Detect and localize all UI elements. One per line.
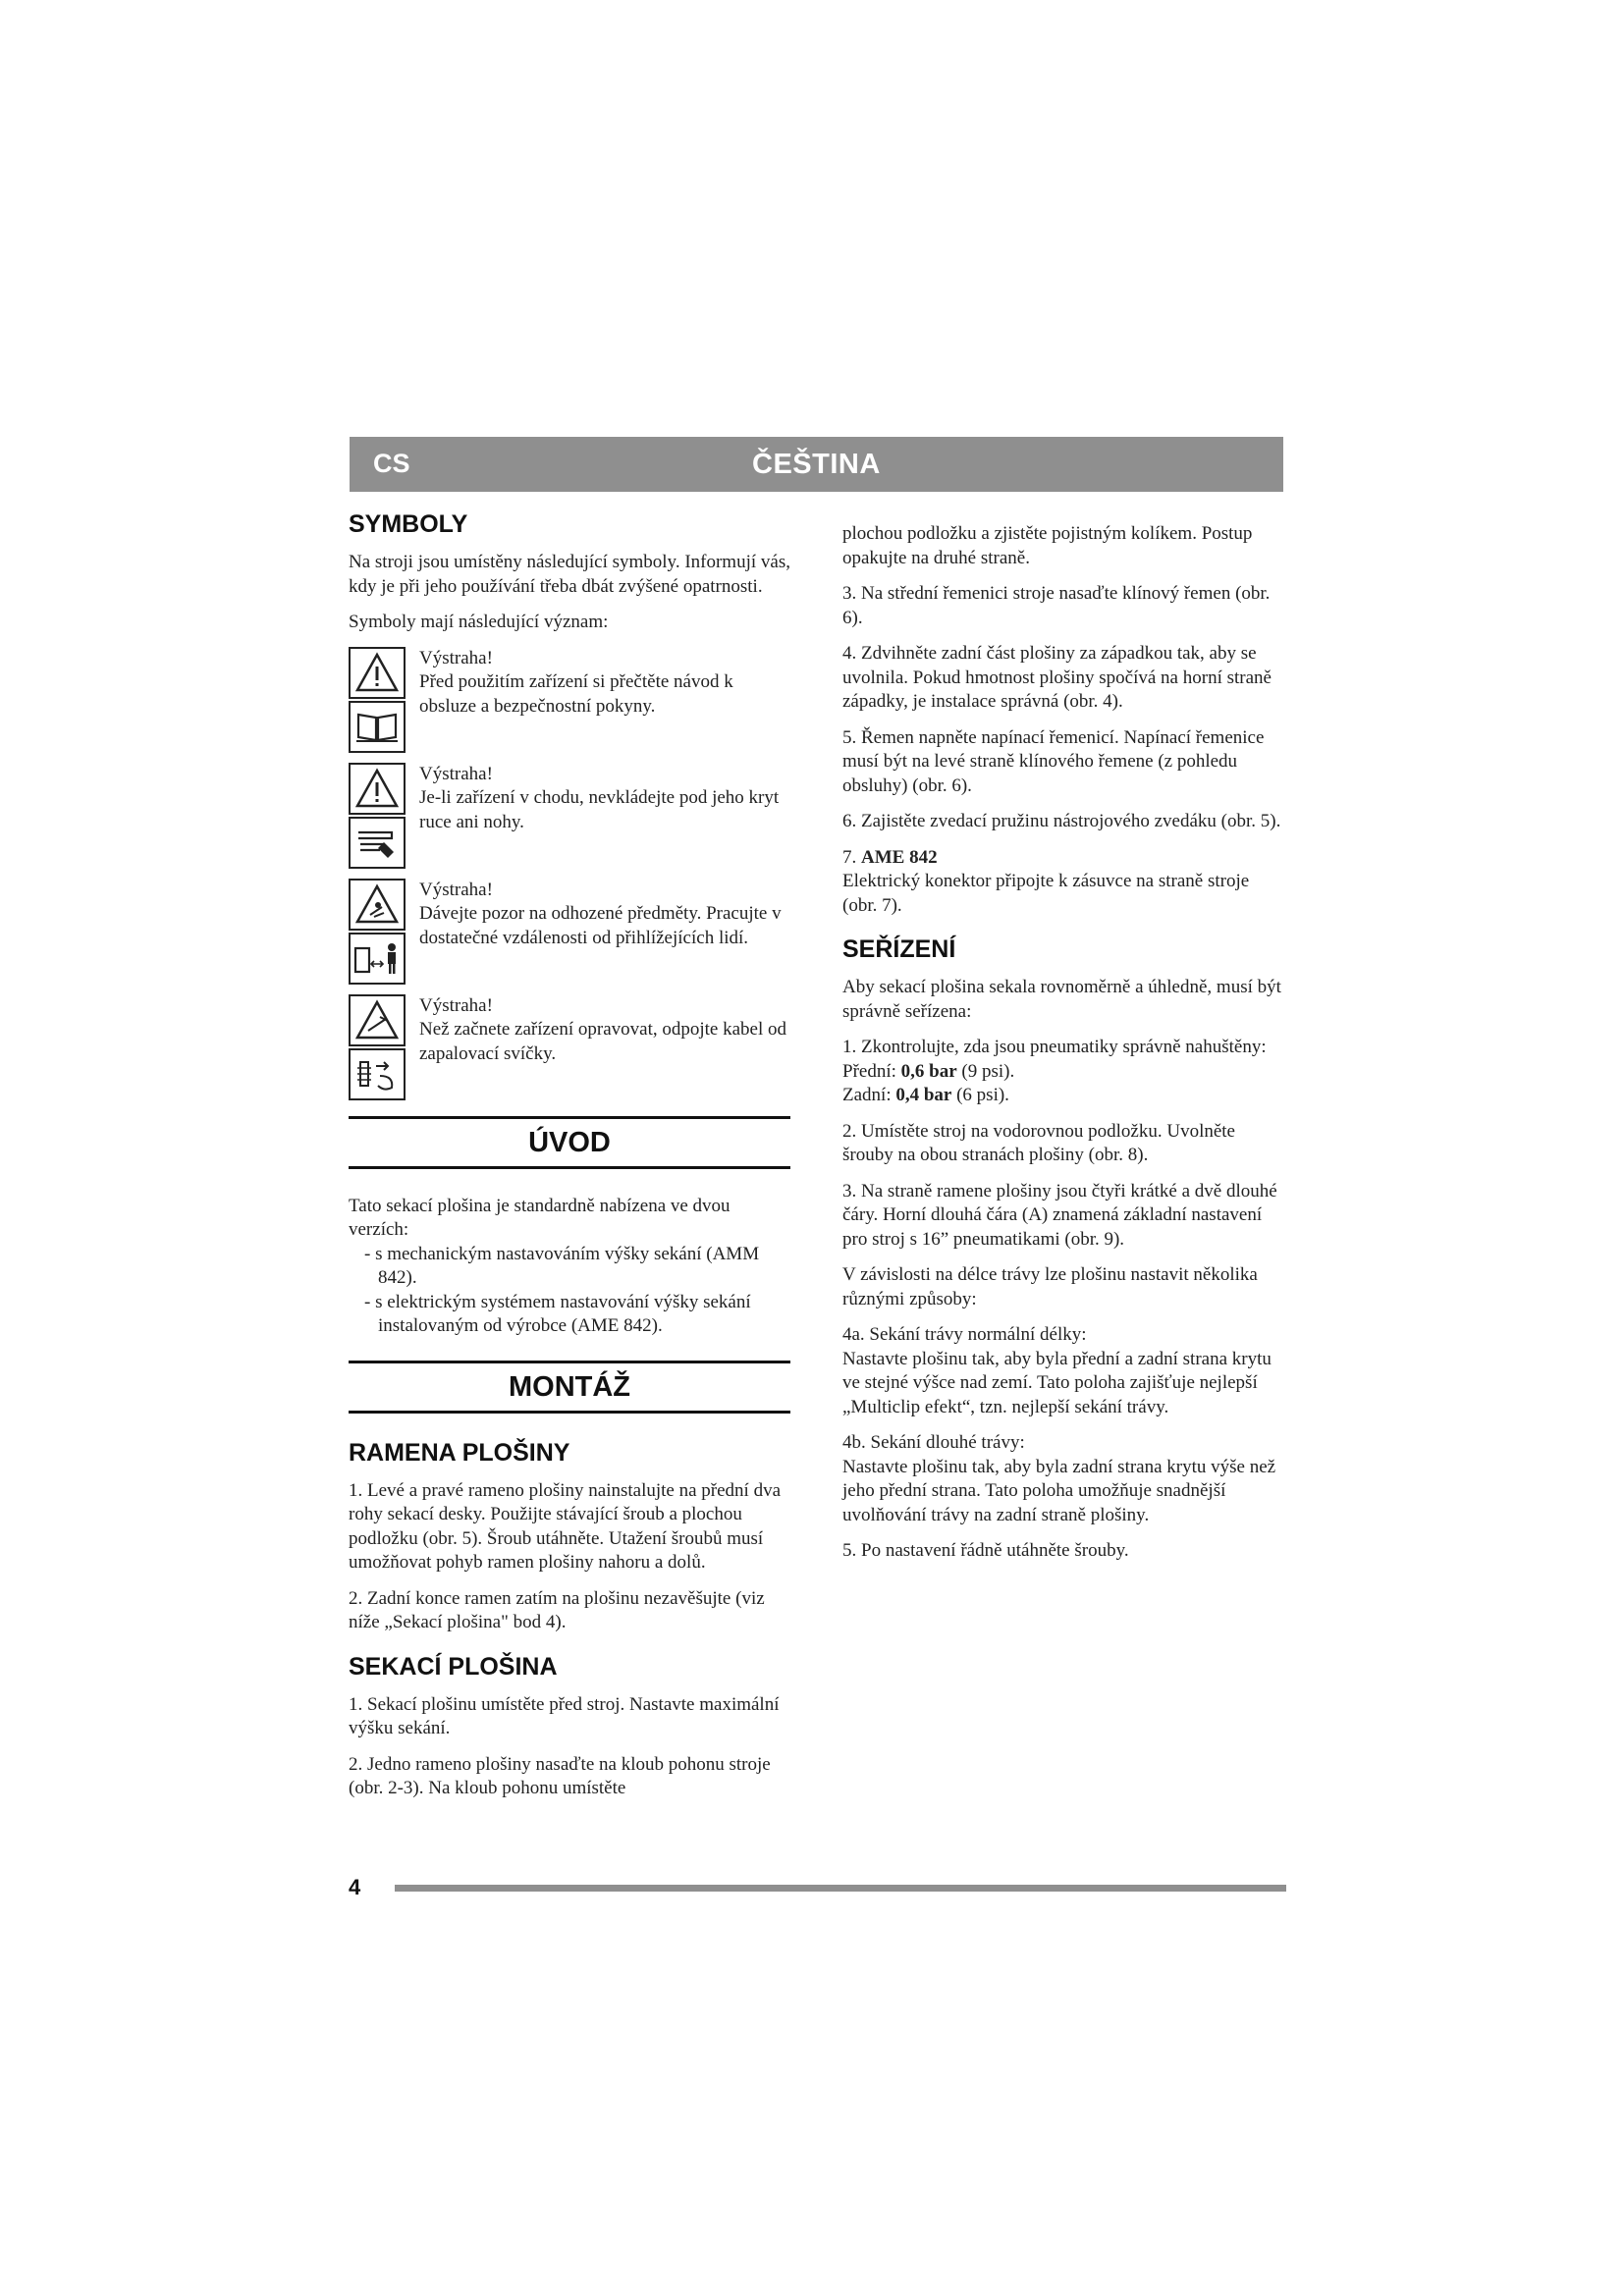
rear-pressure-value: 0,4 bar — [895, 1085, 952, 1105]
rear-psi: (6 psi). — [956, 1085, 1009, 1105]
serizeni-heading: SEŘÍZENÍ — [842, 935, 956, 963]
symbol-text: Před použitím zařízení si přečtěte návod k obsluze a bezpečnostní pokyny. — [419, 671, 733, 717]
rear-label: Zadní: — [842, 1085, 892, 1105]
ramena-step-1: 1. Levé a pravé rameno plošiny nainstalujte na přední dva rohy sekací desky. Použijte stávající šroub a plochou podložku (obr. 5). Šroub utáhněte. Utažení šroubů musí umožňovat pohyb ramen plošiny nahoru a dolů. — [349, 1479, 782, 1573]
maintenance-warning-icon — [349, 994, 406, 1046]
sekaci-step-6: 6. Zajistěte zvedací pružinu nástrojového zvedáku (obr. 5). — [842, 811, 1281, 831]
sekaci-step-5: 5. Řemen napněte napínací řemenicí. Napínací řemenice musí být na levé straně klínového řemene (z pohledu obsluhy) (obr. 6). — [842, 726, 1265, 796]
uvod-item-electric: - s elektrickým systémem nastavování výšky sekání instalovaným od výrobce (AME 842). — [364, 1291, 751, 1336]
symbol-row-thrown-objects — [349, 879, 790, 987]
symbol-text: Než začnete zařízení opravovat, odpojte kabel od zapalovací svíčky. — [419, 1019, 787, 1064]
uvod-item-mechanical: - s mechanickým nastavováním výšky sekání (AMM 842). — [364, 1243, 760, 1288]
montaz-heading: MONTÁŽ — [508, 1370, 631, 1403]
warning-triangle-icon — [349, 647, 406, 699]
language-header-bar — [350, 437, 1283, 492]
sekaci-step-2-continued: plochou podložku a zjistěte pojistným kolíkem. Postup opakujte na druhé straně. — [842, 523, 1253, 568]
step-7-model: AME 842 — [861, 846, 938, 868]
symbol-text: Je-li zařízení v chodu, nevkládejte pod jeho kryt ruce ani nohy. — [419, 787, 780, 832]
sekaci-step-7-title — [842, 846, 1284, 871]
symbol-label: Výstraha! — [419, 763, 493, 784]
spark-plug-disconnect-icon — [349, 1048, 406, 1100]
rotating-blade-hand-icon — [349, 817, 406, 869]
front-psi: (9 psi). — [961, 1060, 1015, 1082]
uvod-text: Tato sekací plošina je standardně nabízena ve dvou verzích: — [349, 1195, 731, 1240]
front-label: Přední: — [842, 1060, 896, 1082]
sekaci-step-3: 3. Na střední řemenici stroje nasaďte klínový řemen (obr. 6). — [842, 583, 1271, 628]
right-column — [842, 522, 1284, 1575]
symboly-intro: Na stroji jsou umístěny následující symboly. Informují vás, kdy je při jeho používání třeba dbát zvýšené opatrnosti. — [349, 552, 790, 597]
uvod-heading: ÚVOD — [528, 1126, 611, 1158]
bystander-distance-icon — [349, 933, 406, 985]
step-7-number: 7. — [842, 846, 857, 868]
symbol-row-blade — [349, 763, 790, 871]
symbol-label: Výstraha! — [419, 879, 493, 900]
serizeni-step-3: 3. Na straně ramene plošiny jsou čtyři krátké a dvě dlouhé čáry. Horní dlouhá čára (A) znamená základní nastavení pro stroj s 16” pneumatikami (obr. 9). — [842, 1180, 1277, 1250]
sekaci-heading: SEKACÍ PLOŠINA — [349, 1652, 558, 1681]
tyre-pressure-front — [842, 1060, 1284, 1085]
footer-rule — [395, 1885, 1286, 1892]
sekaci-step-4: 4. Zdvihněte zadní část plošiny za západkou tak, aby se uvolnila. Pokud hmotnost plošiny spočívá na horní straně západky, je instalace správná (obr. 4). — [842, 643, 1272, 712]
symbol-label: Výstraha! — [419, 994, 493, 1016]
serizeni-4a-text: Nastavte plošinu tak, aby byla přední a zadní strana krytu ve stejné výšce nad zemí. Tato poloha zajišťuje nejlepší „Multiclip efekt“, tzn. nejlepší sekání trávy. — [842, 1348, 1272, 1417]
manual-book-icon — [349, 701, 406, 753]
front-pressure-value: 0,6 bar — [900, 1060, 957, 1082]
serizeni-step-2: 2. Umístěte stroj na vodorovnou podložku. Uvolněte šrouby na obou stranách plošiny (obr. 8). — [842, 1120, 1235, 1165]
serizeni-step-5: 5. Po nastavení řádně utáhněte šrouby. — [842, 1540, 1129, 1561]
serizeni-intro: Aby sekací plošina sekala rovnoměrně a úhledně, musí být správně seřízena: — [842, 977, 1281, 1022]
symboly-heading: SYMBOLY — [349, 510, 468, 538]
serizeni-step-1: 1. Zkontrolujte, zda jsou pneumatiky správně nahuštěny: — [842, 1037, 1267, 1057]
left-column — [349, 510, 790, 1813]
page-number: 4 — [349, 1875, 361, 1899]
serizeni-4b-title: 4b. Sekání dlouhé trávy: — [842, 1432, 1025, 1453]
symbol-row-manual — [349, 647, 790, 755]
thrown-objects-warning-icon — [349, 879, 406, 931]
symbol-text: Dávejte pozor na odhozené předměty. Pracujte v dostatečné vzdálenosti od přihlížejících lidí. — [419, 903, 782, 948]
serizeni-4b-text: Nastavte plošinu tak, aby byla zadní strana krytu výše než jeho přední strana. Tato poloha umožňuje snadnější uvolňování trávy na zadní straně plošiny. — [842, 1456, 1276, 1525]
symbol-label: Výstraha! — [419, 647, 493, 668]
warning-triangle-icon — [349, 763, 406, 815]
tyre-pressure-rear — [842, 1084, 1284, 1108]
uvod-section-header — [349, 1116, 790, 1169]
symboly-meaning: Symboly mají následující význam: — [349, 612, 609, 632]
ramena-step-2: 2. Zadní konce ramen zatím na plošinu nezavěšujte (viz níže „Sekací plošina" bod 4). — [349, 1587, 765, 1632]
language-code: CS — [373, 449, 410, 478]
serizeni-4a-title: 4a. Sekání trávy normální délky: — [842, 1324, 1087, 1345]
serizeni-dependency: V závislosti na délce trávy lze plošinu nastavit několika různými způsoby: — [842, 1264, 1258, 1309]
ramena-heading: RAMENA PLOŠINY — [349, 1438, 570, 1467]
sekaci-step-1: 1. Sekací plošinu umístěte před stroj. Nastavte maximální výšku sekání. — [349, 1693, 780, 1738]
language-name: ČEŠTINA — [752, 449, 881, 480]
symbol-row-spark-plug — [349, 994, 790, 1102]
sekaci-step-7-text: Elektrický konektor připojte k zásuvce na straně stroje (obr. 7). — [842, 871, 1250, 916]
montaz-section-header — [349, 1361, 790, 1414]
sekaci-step-2: 2. Jedno rameno plošiny nasaďte na kloub pohonu stroje (obr. 2-3). Na kloub pohonu umístěte — [349, 1753, 771, 1798]
